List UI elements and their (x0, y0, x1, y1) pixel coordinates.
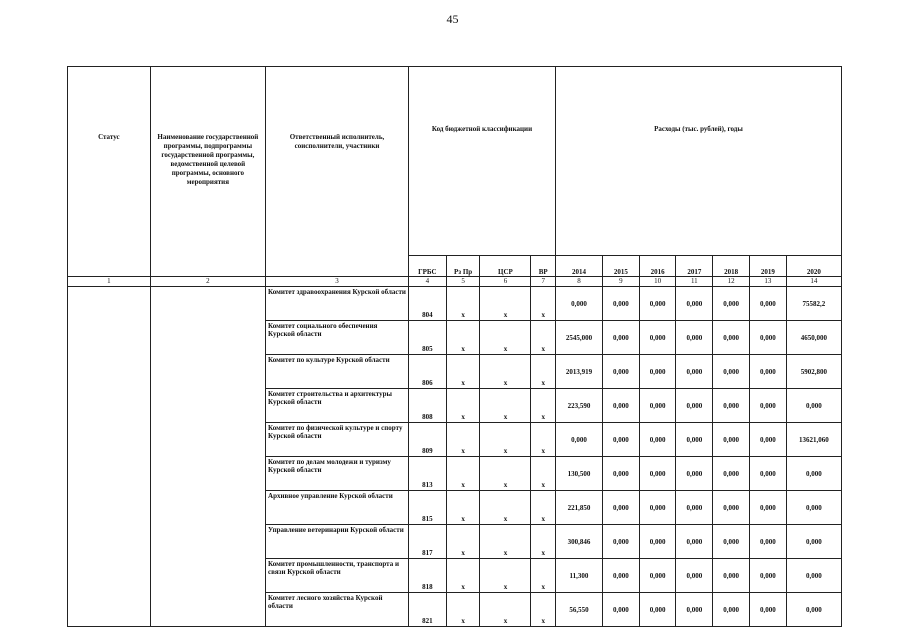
header-expenses: Расходы (тыс. рублей), годы (555, 67, 841, 256)
organization-cell: Комитет социального обеспечения Курской области (266, 321, 409, 355)
expense-cell: 0,000 (786, 491, 841, 525)
organization-cell: Комитет по делам молодежи и туризму Курской области (266, 457, 409, 491)
expense-cell: 0,000 (602, 389, 639, 423)
expense-cell: 0,000 (676, 457, 713, 491)
expense-cell: 300,846 (555, 525, 602, 559)
expense-cell: 11,300 (555, 559, 602, 593)
expense-cell: 0,000 (676, 559, 713, 593)
header-year: 2018 (713, 256, 750, 277)
expense-cell: 4650,000 (786, 321, 841, 355)
header-year: 2016 (639, 256, 676, 277)
column-number: 12 (713, 277, 750, 287)
header-responsible: Ответственный исполнитель, соисполнители, участники (266, 67, 409, 277)
expense-cell: 0,000 (602, 559, 639, 593)
rzpr-cell: х (446, 321, 480, 355)
expense-cell: 0,000 (639, 491, 676, 525)
expense-cell: 2013,919 (555, 355, 602, 389)
expense-cell: 0,000 (639, 355, 676, 389)
expense-cell: 0,000 (749, 321, 786, 355)
expense-cell: 0,000 (713, 559, 750, 593)
expense-cell: 0,000 (639, 423, 676, 457)
expense-cell: 0,000 (713, 321, 750, 355)
column-number: 7 (531, 277, 556, 287)
expense-cell: 0,000 (676, 491, 713, 525)
expense-cell: 0,000 (749, 559, 786, 593)
expense-cell: 0,000 (713, 389, 750, 423)
budget-table (67, 66, 842, 627)
header-grbs: ГРБС (408, 256, 446, 277)
expense-cell: 0,000 (602, 593, 639, 627)
column-number: 1 (68, 277, 151, 287)
organization-cell: Комитет строительства и архитектуры Курской области (266, 389, 409, 423)
expense-cell: 0,000 (676, 423, 713, 457)
vr-cell: х (531, 389, 556, 423)
expense-cell: 0,000 (676, 389, 713, 423)
header-year: 2017 (676, 256, 713, 277)
rzpr-cell: х (446, 287, 480, 321)
vr-cell: х (531, 491, 556, 525)
expense-cell: 0,000 (749, 355, 786, 389)
csr-cell: х (480, 559, 531, 593)
grbs-cell: 817 (408, 525, 446, 559)
expense-cell: 0,000 (555, 287, 602, 321)
expense-cell: 0,000 (786, 593, 841, 627)
expense-cell: 13621,060 (786, 423, 841, 457)
column-number: 4 (408, 277, 446, 287)
column-number: 9 (602, 277, 639, 287)
grbs-cell: 804 (408, 287, 446, 321)
expense-cell: 2545,000 (555, 321, 602, 355)
column-number: 8 (555, 277, 602, 287)
expense-cell: 5902,800 (786, 355, 841, 389)
grbs-cell: 806 (408, 355, 446, 389)
expense-cell: 0,000 (602, 491, 639, 525)
expense-cell: 0,000 (713, 457, 750, 491)
expense-cell: 0,000 (676, 355, 713, 389)
header-year: 2020 (786, 256, 841, 277)
expense-cell: 0,000 (639, 559, 676, 593)
column-number: 3 (266, 277, 409, 287)
csr-cell: х (480, 491, 531, 525)
csr-cell: х (480, 525, 531, 559)
column-number: 2 (150, 277, 265, 287)
header-rzpr: Рз Пр (446, 256, 480, 277)
header-year: 2019 (749, 256, 786, 277)
csr-cell: х (480, 457, 531, 491)
expense-cell: 0,000 (749, 593, 786, 627)
expense-cell: 0,000 (639, 287, 676, 321)
rzpr-cell: х (446, 389, 480, 423)
organization-cell: Управление ветеринарии Курской области (266, 525, 409, 559)
grbs-cell: 809 (408, 423, 446, 457)
expense-cell: 0,000 (786, 457, 841, 491)
vr-cell: х (531, 423, 556, 457)
vr-cell: х (531, 457, 556, 491)
status-cell (68, 287, 151, 627)
rzpr-cell: х (446, 525, 480, 559)
vr-cell: х (531, 287, 556, 321)
grbs-cell: 813 (408, 457, 446, 491)
expense-cell: 0,000 (639, 389, 676, 423)
vr-cell: х (531, 593, 556, 627)
header-vr: ВР (531, 256, 556, 277)
expense-cell: 0,000 (749, 389, 786, 423)
organization-cell: Комитет по культуре Курской области (266, 355, 409, 389)
expense-cell: 0,000 (749, 423, 786, 457)
expense-cell: 221,850 (555, 491, 602, 525)
rzpr-cell: х (446, 423, 480, 457)
column-number: 10 (639, 277, 676, 287)
expense-cell: 0,000 (713, 423, 750, 457)
column-number: 5 (446, 277, 480, 287)
column-number: 6 (480, 277, 531, 287)
expense-cell: 0,000 (602, 525, 639, 559)
organization-cell: Комитет промышленности, транспорта и связи Курской области (266, 559, 409, 593)
grbs-cell: 805 (408, 321, 446, 355)
expense-cell: 0,000 (555, 423, 602, 457)
table-row (68, 287, 842, 321)
grbs-cell: 818 (408, 559, 446, 593)
vr-cell: х (531, 525, 556, 559)
vr-cell: х (531, 321, 556, 355)
column-number-row (68, 277, 842, 287)
expense-cell: 0,000 (713, 287, 750, 321)
program-name-cell (150, 287, 265, 627)
grbs-cell: 808 (408, 389, 446, 423)
header-csr: ЦСР (480, 256, 531, 277)
expense-cell: 0,000 (676, 593, 713, 627)
csr-cell: х (480, 287, 531, 321)
organization-cell: Архивное управление Курской области (266, 491, 409, 525)
expense-cell: 0,000 (602, 457, 639, 491)
rzpr-cell: х (446, 559, 480, 593)
header-status: Статус (68, 67, 151, 277)
header-budget-code: Код бюджетной классификации (408, 67, 555, 256)
header-program-name: Наименование государственной программы, подпрограммы государственной программы, ведомственной целевой программы, основного мероприятия (150, 67, 265, 277)
csr-cell: х (480, 423, 531, 457)
expense-cell: 130,500 (555, 457, 602, 491)
rzpr-cell: х (446, 457, 480, 491)
expense-cell: 0,000 (676, 287, 713, 321)
csr-cell: х (480, 321, 531, 355)
organization-cell: Комитет по физической культуре и спорту Курской области (266, 423, 409, 457)
organization-cell: Комитет здравоохранения Курской области (266, 287, 409, 321)
grbs-cell: 821 (408, 593, 446, 627)
expense-cell: 0,000 (749, 457, 786, 491)
expense-cell: 0,000 (639, 321, 676, 355)
rzpr-cell: х (446, 355, 480, 389)
organization-cell: Комитет лесного хозяйства Курской области (266, 593, 409, 627)
column-number: 11 (676, 277, 713, 287)
expense-cell: 56,550 (555, 593, 602, 627)
expense-cell: 0,000 (786, 559, 841, 593)
expense-cell: 0,000 (713, 355, 750, 389)
header-year: 2014 (555, 256, 602, 277)
expense-cell: 0,000 (602, 355, 639, 389)
expense-cell: 0,000 (786, 525, 841, 559)
expense-cell: 0,000 (676, 321, 713, 355)
csr-cell: х (480, 355, 531, 389)
expense-cell: 0,000 (602, 321, 639, 355)
vr-cell: х (531, 355, 556, 389)
csr-cell: х (480, 389, 531, 423)
expense-cell: 0,000 (713, 491, 750, 525)
expense-cell: 0,000 (713, 593, 750, 627)
header-year: 2015 (602, 256, 639, 277)
expense-cell: 75582,2 (786, 287, 841, 321)
expense-cell: 0,000 (639, 525, 676, 559)
expense-cell: 0,000 (676, 525, 713, 559)
rzpr-cell: х (446, 593, 480, 627)
expense-cell: 0,000 (749, 287, 786, 321)
expense-cell: 0,000 (602, 287, 639, 321)
expense-cell: 0,000 (602, 423, 639, 457)
expense-cell: 0,000 (749, 491, 786, 525)
column-number: 13 (749, 277, 786, 287)
vr-cell: х (531, 559, 556, 593)
expense-cell: 0,000 (639, 457, 676, 491)
expense-cell: 0,000 (713, 525, 750, 559)
expense-cell: 0,000 (639, 593, 676, 627)
grbs-cell: 815 (408, 491, 446, 525)
page-number: 45 (446, 12, 459, 26)
expense-cell: 0,000 (786, 389, 841, 423)
csr-cell: х (480, 593, 531, 627)
expense-cell: 223,590 (555, 389, 602, 423)
rzpr-cell: х (446, 491, 480, 525)
expense-cell: 0,000 (749, 525, 786, 559)
column-number: 14 (786, 277, 841, 287)
